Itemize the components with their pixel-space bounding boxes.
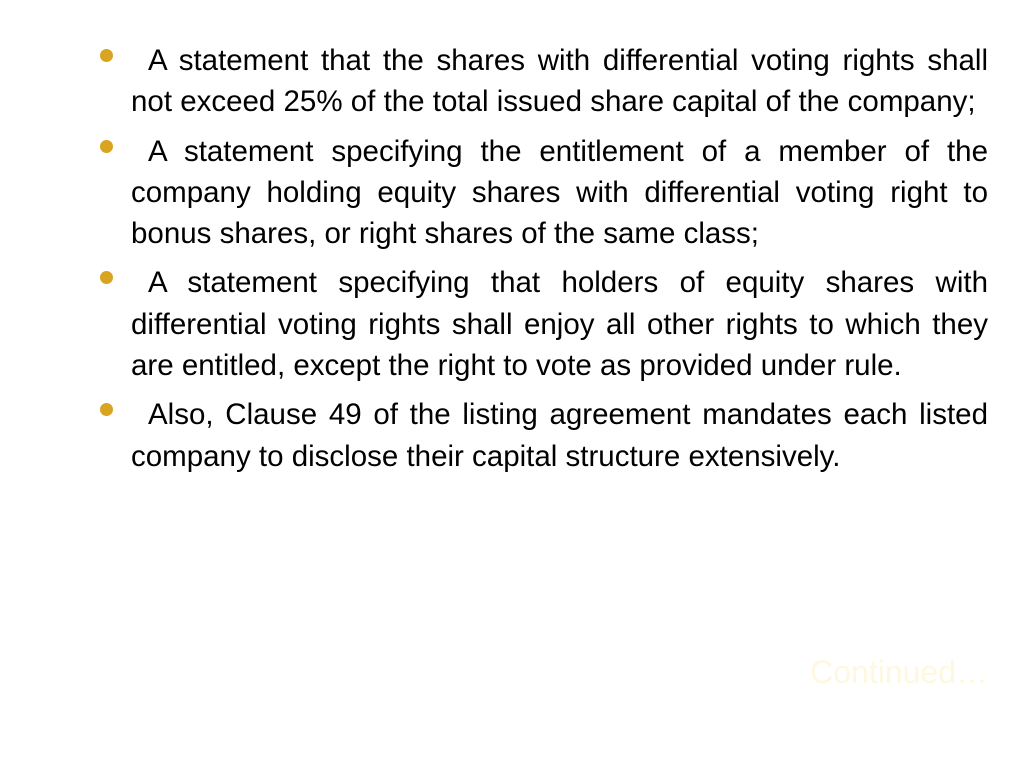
bullet-list — [98, 40, 988, 485]
bullet-item-holder-rights-statement — [98, 262, 988, 386]
bullet-text: A statement that the shares with differential voting rights shall not exceed 25% of the total issued share capital of the company; — [131, 44, 988, 119]
bullet-text: A statement specifying the entitlement of a member of the company holding equity shares with differential voting right to bonus shares, or right shares of the same class; — [131, 134, 988, 251]
bullet-dot-icon — [100, 271, 113, 284]
bullet-item-entitlement-statement — [98, 131, 988, 255]
bullet-text: A statement specifying that holders of equity shares with differential voting rights shall enjoy all other rights to which they are entitled, except the right to vote as provided under rule. — [131, 266, 988, 383]
continued-note: Continued… — [810, 654, 988, 690]
bullet-text: Also, Clause 49 of the listing agreement mandates each listed company to disclose their capital structure extensively. — [131, 398, 988, 473]
bullet-dot-icon — [100, 140, 113, 153]
bullet-item-share-cap-statement — [98, 40, 988, 123]
bullet-dot-icon — [100, 403, 113, 416]
bullet-item-clause-49 — [98, 394, 988, 477]
bullet-dot-icon — [100, 49, 113, 62]
